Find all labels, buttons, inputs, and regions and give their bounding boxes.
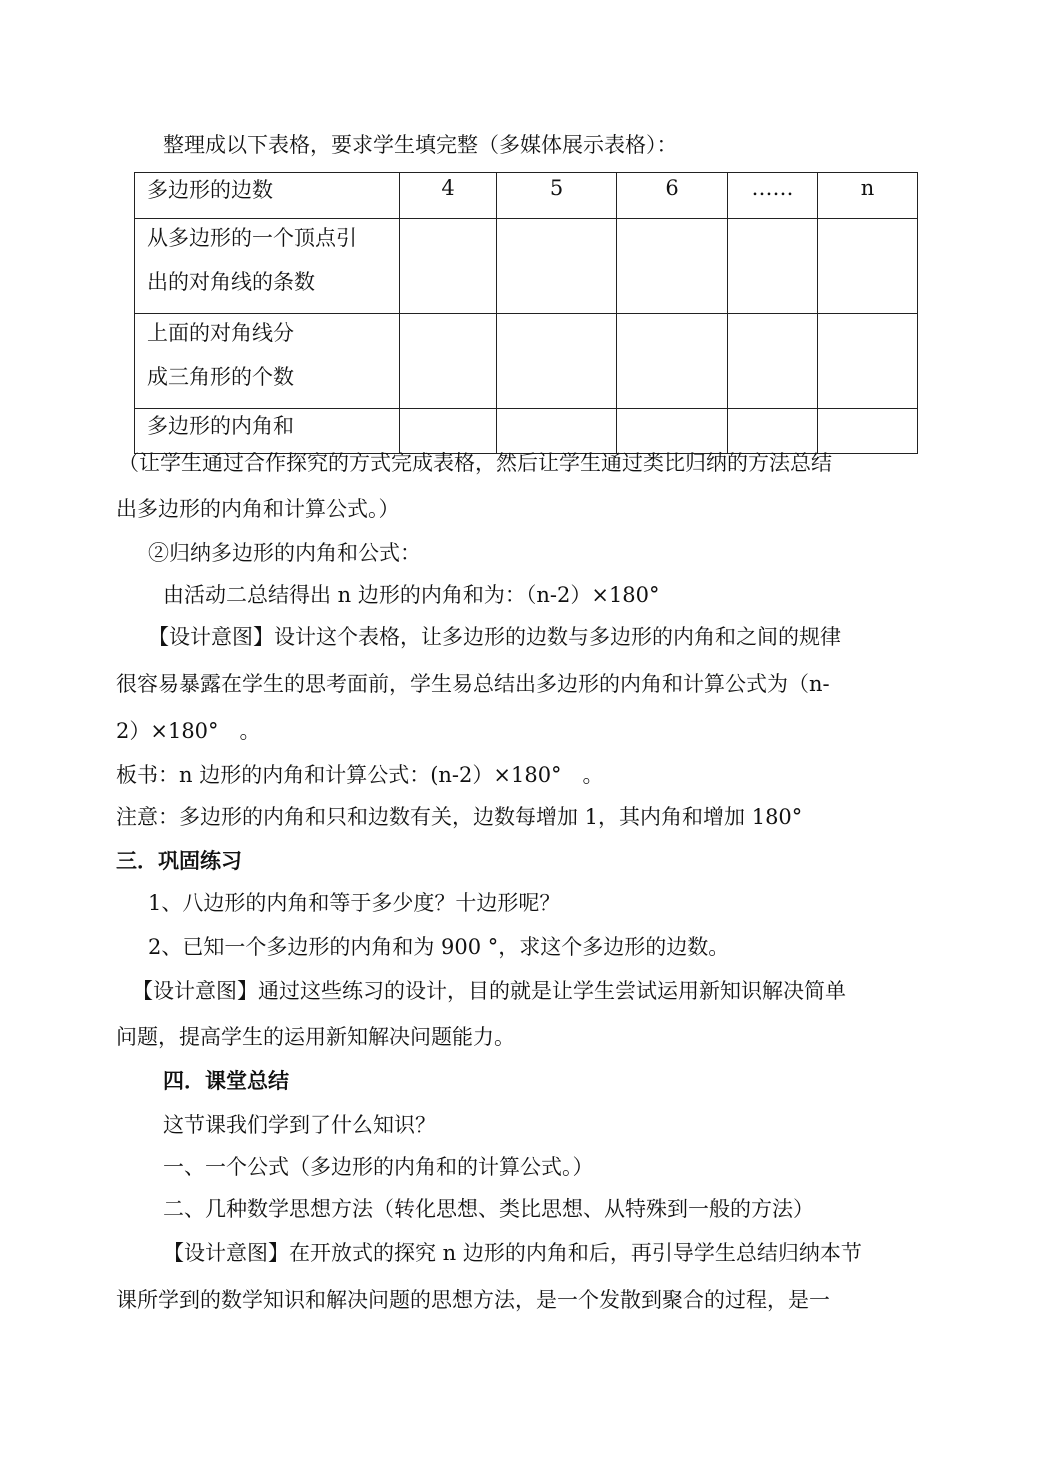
table-cell: …… (728, 173, 818, 219)
table-cell-empty (728, 219, 818, 314)
table-cell-empty (818, 314, 918, 409)
summary-line: 二、几种数学思想方法（转化思想、类比思想、从特殊到一般的方法） (163, 1197, 814, 1221)
table-cell-empty (728, 314, 818, 409)
table-cell-empty (497, 409, 617, 454)
table-cell: 4 (400, 173, 497, 219)
polygon-angle-table (134, 172, 918, 454)
formula-line: 由活动二总结得出 n 边形的内角和为：（n-2）×180° (163, 583, 660, 607)
exercise-item: 2、已知一个多边形的内角和为 900 °，求这个多边形的边数。 (148, 935, 730, 959)
table-header-row (135, 173, 918, 219)
table-cell-empty (617, 314, 728, 409)
table-cell: 从多边形的一个顶点引 出的对角线的条数 (135, 219, 400, 314)
board-note-line: 板书：n 边形的内角和计算公式：(n-2）×180° 。 (116, 763, 604, 787)
table-row (135, 409, 918, 454)
design-intent-line: 很容易暴露在学生的思考面前，学生易总结出多边形的内角和计算公式为（n- (116, 672, 830, 696)
table-cell-empty (728, 409, 818, 454)
design-intent-line: 问题，提高学生的运用新知解决问题能力。 (116, 1025, 515, 1049)
table-cell: 多边形的内角和 (135, 409, 400, 454)
table-cell-empty (617, 409, 728, 454)
summary-line: 这节课我们学到了什么知识？ (163, 1113, 436, 1137)
table-cell-empty (818, 219, 918, 314)
table-cell-empty (617, 219, 728, 314)
paragraph-line: ②归纳多边形的内角和公式： (148, 541, 421, 565)
table-cell-empty (818, 409, 918, 454)
table-cell: n (818, 173, 918, 219)
table-row (135, 314, 918, 409)
table-cell-empty (400, 219, 497, 314)
table-cell: 6 (617, 173, 728, 219)
summary-line: 一、一个公式（多边形的内角和的计算公式。） (163, 1155, 594, 1179)
table-cell: 多边形的边数 (135, 173, 400, 219)
paragraph-line: （让学生通过合作探究的方式完成表格，然后让学生通过类比归纳的方法总结 (118, 451, 832, 475)
design-intent-line: 【设计意图】通过这些练习的设计，目的就是让学生尝试运用新知识解决简单 (132, 979, 846, 1003)
attention-line: 注意：多边形的内角和只和边数有关，边数每增加 1，其内角和增加 180° (116, 805, 803, 829)
table-row (135, 219, 918, 314)
table-cell-empty (497, 219, 617, 314)
paragraph-line: 出多边形的内角和计算公式。） (116, 497, 400, 521)
section-heading: 三．巩固练习 (116, 848, 242, 873)
design-intent-line: 【设计意图】设计这个表格，让多边形的边数与多边形的内角和之间的规律 (148, 625, 841, 649)
design-intent-line: 2）×180° 。 (116, 719, 261, 743)
table-cell: 上面的对角线分 成三角形的个数 (135, 314, 400, 409)
design-intent-line: 【设计意图】在开放式的探究 n 边形的内角和后，再引导学生总结归纳本节 (163, 1241, 862, 1265)
table-cell: 5 (497, 173, 617, 219)
table-cell-empty (497, 314, 617, 409)
intro-text: 整理成以下表格，要求学生填完整（多媒体展示表格）： (163, 133, 678, 157)
exercise-item: 1、八边形的内角和等于多少度？十边形呢？ (148, 891, 561, 915)
section-heading: 四．课堂总结 (163, 1068, 289, 1093)
table-cell-empty (400, 314, 497, 409)
design-intent-line: 课所学到的数学知识和解决问题的思想方法，是一个发散到聚合的过程，是一 (116, 1288, 830, 1312)
table-cell-empty (400, 409, 497, 454)
